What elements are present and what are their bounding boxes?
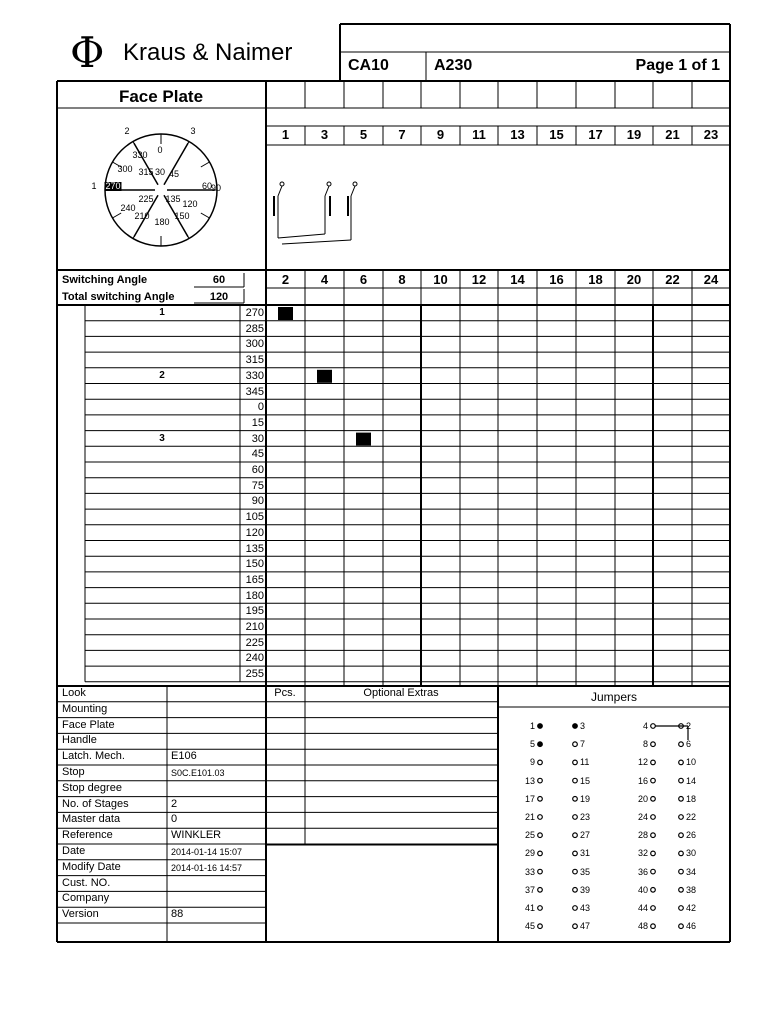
jumper-number: 35 [580, 866, 591, 877]
dial-angle-label: 120 [182, 199, 198, 209]
jumper-terminal-icon [573, 815, 578, 820]
jumper-number: 16 [637, 775, 648, 786]
info-label: Master data [62, 813, 121, 826]
jumper-terminal-icon [651, 778, 656, 783]
page-indicator: Page 1 of 1 [635, 57, 720, 74]
jumper-terminal-icon [573, 851, 578, 856]
jumper-terminal-icon [679, 906, 684, 911]
dial-tick [201, 162, 210, 167]
contact-schematic-line [282, 240, 351, 244]
info-label: Company [62, 892, 110, 905]
angle-value: 30 [251, 432, 264, 445]
info-label: Stop degree [62, 781, 122, 794]
jumper-number: 14 [686, 775, 697, 786]
jumper-number: 36 [637, 866, 648, 877]
angle-value: 15 [251, 416, 264, 429]
jumper-number: 19 [580, 793, 591, 804]
info-value: 0 [171, 813, 178, 826]
jumper-number: 45 [524, 921, 535, 932]
angle-value: 120 [245, 526, 264, 539]
jumper-number: 44 [637, 903, 648, 913]
jumper-terminal-icon [573, 833, 578, 838]
jumper-number: 1 [529, 721, 535, 731]
jumper-terminal-icon [651, 869, 656, 874]
contact-top-number: 19 [626, 127, 642, 142]
info-label: Handle [62, 734, 97, 747]
jumper-terminal-icon [679, 742, 684, 747]
contact-terminal-icon [280, 182, 284, 186]
dial-angle-label: 150 [174, 211, 190, 221]
position-number: 2 [159, 369, 165, 381]
jumper-terminal-icon [651, 906, 656, 911]
jumper-terminal-icon [573, 778, 578, 783]
jumper-terminal-icon [651, 724, 656, 729]
info-label: Version [62, 908, 99, 921]
info-label: Cust. NO. [62, 876, 111, 889]
contact-top-number: 11 [472, 127, 486, 142]
contact-closed-mark [278, 307, 293, 320]
jumper-number: 12 [637, 757, 648, 768]
jumper-number: 43 [580, 903, 591, 913]
jumper-number: 25 [524, 830, 535, 841]
dial-angle-label: 45 [168, 169, 180, 179]
contact-top-number: 5 [359, 127, 368, 142]
jumper-terminal-icon [538, 906, 543, 911]
angle-value: 240 [245, 652, 264, 665]
contact-terminal-icon [327, 182, 331, 186]
jumper-number: 7 [580, 739, 586, 750]
jumper-number: 28 [637, 830, 648, 841]
article-code: A230 [434, 57, 473, 74]
dial-angle-label: 330 [132, 150, 148, 160]
brand-logo-icon: Φ [70, 28, 105, 77]
jumper-number: 27 [580, 830, 591, 841]
jumper-terminal-icon [651, 815, 656, 820]
jumper-terminal-icon [538, 797, 543, 802]
jumper-terminal-icon [573, 888, 578, 893]
jumper-number: 31 [580, 848, 591, 859]
contact-closed-mark [356, 433, 371, 446]
jumper-terminal-icon [679, 851, 684, 856]
jumper-number: 29 [524, 848, 535, 859]
angle-value: 60 [251, 464, 264, 476]
contact-bottom-number: 10 [433, 272, 448, 287]
info-label: Stop [62, 766, 85, 778]
angle-value: 225 [245, 636, 264, 649]
jumper-number: 15 [580, 775, 591, 786]
jumper-terminal-icon [538, 851, 543, 856]
jumper-terminal-icon [679, 815, 684, 820]
position-number: 3 [159, 432, 165, 444]
angle-value: 150 [245, 558, 264, 571]
contact-top-number: 1 [281, 127, 290, 142]
switching-angle-label: Switching Angle [62, 274, 148, 286]
jumper-terminal-icon [538, 869, 543, 874]
contact-top-number: 3 [320, 127, 329, 142]
jumper-terminal-icon [538, 888, 543, 893]
face-plate-title: Face Plate [118, 87, 204, 106]
contact-closed-mark [317, 370, 332, 383]
angle-value: 90 [251, 495, 264, 508]
angle-value: 345 [245, 385, 264, 398]
angle-value: 255 [245, 668, 264, 681]
dial-angle-label: 315 [138, 167, 154, 177]
angle-value: 165 [245, 573, 264, 586]
pcs-header: Pcs. [274, 687, 296, 699]
jumper-terminal-icon [573, 797, 578, 802]
jumper-number: 9 [529, 757, 535, 768]
contact-bottom-number: 4 [320, 272, 329, 287]
total-switching-angle-label: Total switching Angle [62, 291, 175, 303]
info-value: WINKLER [171, 829, 222, 842]
info-label: Reference [62, 829, 113, 842]
angle-value: 0 [257, 401, 264, 414]
angle-value: 75 [251, 479, 264, 492]
jumper-number: 21 [524, 812, 535, 822]
info-label: Face Plate [62, 718, 115, 731]
jumper-number: 5 [529, 739, 535, 750]
jumper-terminal-icon [573, 742, 578, 747]
dial-angle-label: 90 [210, 183, 222, 193]
contact-top-number: 13 [510, 127, 525, 142]
jumper-terminal-icon [538, 833, 543, 838]
jumper-number: 26 [686, 830, 697, 841]
angle-value: 300 [245, 338, 264, 351]
jumper-number: 24 [637, 812, 648, 822]
jumper-terminal-icon [573, 724, 578, 729]
info-label: Mounting [62, 702, 108, 715]
jumper-number: 23 [580, 812, 591, 822]
dial-position-label: 2 [124, 126, 130, 136]
model-code: CA10 [348, 57, 389, 74]
jumper-terminal-icon [651, 742, 656, 747]
contact-top-number: 15 [549, 127, 564, 142]
info-label: No. of Stages [62, 797, 129, 810]
contact-top-number: 9 [436, 127, 445, 142]
angle-value: 135 [245, 542, 264, 555]
jumper-terminal-icon [651, 760, 656, 765]
jumper-terminal-icon [573, 924, 578, 929]
jumper-terminal-icon [538, 815, 543, 820]
jumper-terminal-icon [651, 851, 656, 856]
jumper-number: 17 [524, 793, 535, 804]
contact-bottom-number: 22 [665, 272, 680, 287]
jumper-terminal-icon [679, 869, 684, 874]
info-value: E106 [171, 750, 197, 763]
jumper-terminal-icon [538, 742, 543, 747]
jumper-number: 39 [580, 884, 591, 895]
jumper-terminal-icon [679, 888, 684, 893]
contact-top-number: 23 [703, 127, 719, 142]
info-value: 88 [171, 908, 184, 921]
jumper-terminal-icon [651, 833, 656, 838]
contact-bottom-number: 24 [703, 272, 719, 287]
jumper-terminal-icon [573, 906, 578, 911]
dial-position-label: 1 [91, 181, 97, 191]
angle-value: 45 [251, 448, 264, 461]
angle-value: 270 [245, 307, 264, 319]
jumper-terminal-icon [679, 833, 684, 838]
info-label: Date [62, 845, 86, 857]
contact-schematic-line [278, 186, 282, 196]
jumper-terminal-icon [651, 888, 656, 893]
jumper-number: 18 [686, 793, 697, 804]
angle-value: 180 [245, 589, 264, 602]
jumper-number: 32 [637, 848, 648, 859]
dial-angle-label: 30 [154, 167, 166, 177]
jumper-number: 42 [686, 903, 697, 913]
dial-angle-label: 300 [117, 164, 133, 174]
jumper-terminal-icon [538, 778, 543, 783]
contact-bottom-number: 2 [281, 272, 290, 287]
jumper-number: 41 [524, 903, 535, 913]
contact-schematic-line [351, 186, 355, 196]
jumper-terminal-icon [679, 924, 684, 929]
contact-bottom-number: 14 [510, 272, 525, 287]
contact-bottom-number: 20 [626, 272, 642, 287]
dial-position-label: 3 [190, 126, 196, 136]
contact-terminal-icon [353, 182, 357, 186]
info-value: 2014-01-16 14:57 [171, 862, 243, 873]
contact-bottom-number: 12 [471, 272, 487, 287]
info-value: S0C.E101.03 [171, 768, 225, 778]
contact-bottom-number: 6 [359, 272, 368, 287]
jumper-number: 6 [686, 739, 692, 750]
angle-value: 105 [245, 511, 264, 524]
jumper-terminal-icon [651, 797, 656, 802]
jumper-number: 2 [686, 721, 692, 731]
info-value: 2014-01-14 15:07 [171, 847, 243, 857]
jumper-terminal-icon [679, 760, 684, 765]
dial-angle-label: 0 [157, 145, 163, 155]
angle-value: 315 [245, 354, 264, 367]
angle-value: 195 [245, 605, 264, 618]
contact-schematic-line [325, 186, 329, 196]
dial-angle-label: 180 [154, 217, 170, 227]
switching-angle-value: 60 [212, 274, 226, 286]
contact-top-number: 17 [588, 127, 603, 142]
contact-bottom-number: 16 [549, 272, 564, 287]
angle-value: 285 [245, 322, 264, 335]
dial-angle-label: 240 [120, 203, 136, 213]
jumper-number: 38 [686, 884, 697, 895]
jumper-number: 13 [524, 775, 535, 786]
jumper-number: 20 [637, 793, 648, 804]
jumper-number: 10 [686, 757, 697, 768]
jumper-terminal-icon [538, 924, 543, 929]
dial-tick [201, 213, 210, 218]
dial-angle-label: 60 [201, 181, 213, 191]
jumper-number: 47 [580, 921, 591, 932]
jumper-number: 48 [637, 921, 648, 932]
jumper-terminal-icon [538, 760, 543, 765]
jumper-number: 4 [642, 721, 648, 731]
contact-bottom-number: 8 [398, 272, 406, 287]
jumper-number: 8 [642, 739, 648, 750]
angle-value: 210 [245, 621, 264, 633]
optional-extras-header: Optional Extras [363, 687, 439, 699]
jumper-terminal-icon [573, 869, 578, 874]
jumper-terminal-icon [679, 778, 684, 783]
jumper-number: 33 [524, 866, 535, 877]
jumper-number: 30 [686, 848, 697, 859]
dial-angle-label: 225 [138, 194, 154, 204]
contact-top-number: 21 [665, 127, 680, 142]
total-switching-angle-value: 120 [209, 291, 229, 303]
jumpers-title: Jumpers [590, 690, 638, 704]
contact-top-number: 7 [398, 127, 406, 142]
dial-angle-label: 210 [134, 211, 150, 221]
dial-angle-label: 270 [105, 181, 121, 191]
info-label: Latch. Mech. [62, 750, 125, 763]
jumper-terminal-icon [679, 797, 684, 802]
info-label: Look [62, 687, 86, 699]
jumper-terminal-icon [538, 724, 543, 729]
jumper-number: 37 [524, 884, 535, 895]
position-number: 1 [159, 307, 165, 318]
jumper-number: 34 [686, 866, 697, 877]
dial-tick [113, 213, 122, 218]
contact-schematic-line [278, 234, 325, 238]
info-value: 2 [171, 797, 178, 810]
jumper-number: 3 [580, 721, 586, 731]
info-label: Modify Date [62, 860, 121, 873]
brand-name: Kraus & Naimer [123, 39, 293, 66]
angle-value: 330 [245, 369, 264, 382]
dial-angle-label: 135 [165, 194, 181, 204]
jumper-number: 22 [686, 812, 697, 822]
jumper-terminal-icon [573, 760, 578, 765]
jumper-terminal-icon [651, 924, 656, 929]
jumper-number: 40 [637, 884, 648, 895]
jumper-number: 11 [580, 757, 590, 768]
contact-bottom-number: 18 [588, 272, 603, 287]
jumper-number: 46 [686, 921, 697, 932]
